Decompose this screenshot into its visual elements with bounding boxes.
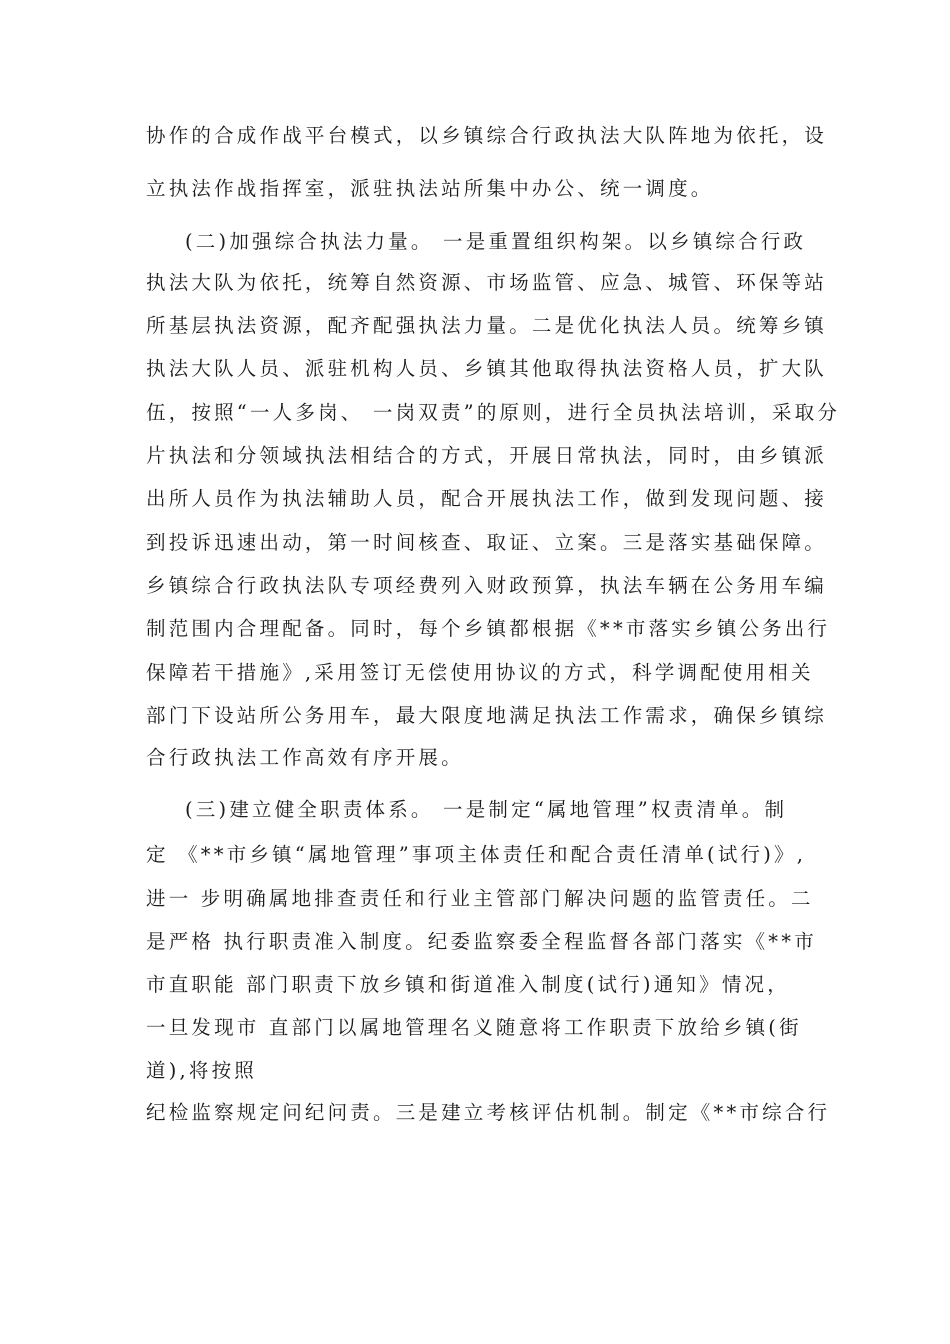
body-text-line: 纪检监察规定问纪问责。三是建立考核评估机制。制定《**市综合行 xyxy=(146,1101,831,1124)
body-text-line: 一旦发现市 直部门以属地管理名义随意将工作职责下放给乡镇(街 xyxy=(146,1016,802,1039)
body-text-line: 制范围内合理配备。同时，每个乡镇都根据《**市落实乡镇公务出行 xyxy=(146,617,831,640)
section-heading-line: (三)建立健全职责体系。 一是制定“属地管理”权责清单。制 xyxy=(185,798,788,821)
body-text-line: 片执法和分领域执法相结合的方式，开展日常执法，同时，由乡镇派 xyxy=(146,444,828,467)
body-text-line: 出所人员作为执法辅助人员，配合开展执法工作，做到发现问题、接 xyxy=(146,487,828,510)
body-text-line: 立执法作战指挥室，派驻执法站所集中办公、统一调度。 xyxy=(146,177,714,200)
body-text-line: 伍，按照“一人多岗、 一岗双责”的原则，进行全员执法培训，采取分 xyxy=(146,401,841,424)
body-text-line: 合行政执法工作高效有序开展。 xyxy=(146,746,464,769)
body-text-line: 执法大队为依托，统筹自然资源、市场监管、应急、城管、环保等站 xyxy=(146,271,828,294)
body-text-line: 市直职能 部门职责下放乡镇和街道准入制度(试行)通知》情况， xyxy=(146,973,790,996)
body-text-line: 到投诉迅速出动，第一时间核查、取证、立案。三是落实基础保障。 xyxy=(146,531,828,554)
body-text-line: 所基层执法资源，配齐配强执法力量。二是优化执法人员。统筹乡镇 xyxy=(146,314,828,337)
body-text-line: 部门下设站所公务用车，最大限度地满足执法工作需求，确保乡镇综 xyxy=(146,704,828,727)
body-text-line: 定 《**市乡镇“属地管理”事项主体责任和配合责任清单(试行)》, xyxy=(146,843,807,866)
section-heading-line: (二)加强综合执法力量。 一是重置组织构架。以乡镇综合行政 xyxy=(185,230,807,253)
body-text-line: 保障若干措施》,采用签订无偿使用协议的方式，科学调配使用相关 xyxy=(146,661,814,684)
body-text-line: 乡镇综合行政执法队专项经费列入财政预算，执法车辆在公务用车编 xyxy=(146,574,828,597)
body-text-line: 道),将按照 xyxy=(146,1059,258,1082)
body-text-line: 进一 步明确属地排查责任和行业主管部门解决问题的监管责任。二 xyxy=(146,887,814,910)
body-text-line: 是严格 执行职责准入制度。纪委监察委全程监督各部门落实《**市 xyxy=(146,930,817,953)
body-text-line: 协作的合成作战平台模式，以乡镇综合行政执法大队阵地为依托，设 xyxy=(146,124,828,147)
body-text-line: 执法大队人员、派驻机构人员、乡镇其他取得执法资格人员，扩大队 xyxy=(146,357,828,380)
